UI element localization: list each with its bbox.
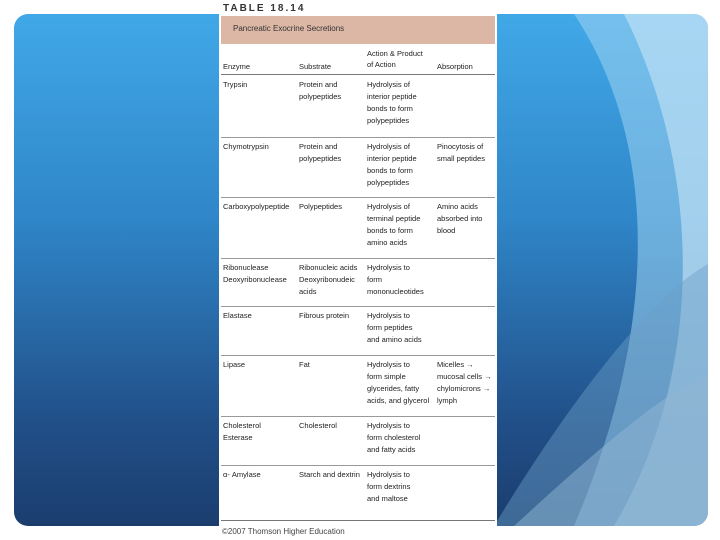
table-row <box>221 197 495 259</box>
cell-enzyme: Cholesterol Esterase <box>223 421 261 442</box>
table-row <box>221 465 495 521</box>
cell-enzyme: Ribonuclease Deoxyribonuclease <box>223 263 287 284</box>
cell-substrate: Fibrous protein <box>299 311 350 320</box>
table-header-row <box>221 44 495 75</box>
cell-action: Hydrolysis to form simple glycerides, fatty acids, and glycerol <box>367 360 430 405</box>
cell-substrate: Protein and polypeptides <box>299 80 342 101</box>
cell-action: Hydrolysis to form mononucleotides <box>367 263 424 296</box>
cell-substrate: Protein and polypeptides <box>299 142 342 163</box>
cell-enzyme: Elastase <box>223 311 252 320</box>
cell-enzyme: Trypsin <box>223 80 248 89</box>
table-row <box>221 416 495 466</box>
cell-enzyme: Lipase <box>223 360 246 369</box>
table-title: Pancreatic Exocrine Secretions <box>233 24 345 33</box>
cell-action: Hydrolysis of interior peptide bonds to form polypeptides <box>367 142 417 187</box>
cell-absorption: Pinocytosis of small peptides <box>437 142 485 163</box>
cell-absorption: Micelles → mucosal cells → chylomicrons → lymph <box>437 360 492 405</box>
cell-action: Hydrolysis to form dextrins and maltose <box>367 470 411 503</box>
header-substrate: Substrate <box>299 62 332 71</box>
cell-absorption: Amino acids absorbed into blood <box>437 202 483 235</box>
table-title-bar <box>221 16 495 44</box>
cell-substrate: Cholesterol <box>299 421 337 430</box>
cell-substrate: Starch and dextrin <box>299 470 360 479</box>
header-absorption: Absorption <box>437 62 473 71</box>
cell-action: Hydrolysis to form peptides and amino acids <box>367 311 422 344</box>
cell-action: Hydrolysis of interior peptide bonds to form polypeptides <box>367 80 417 125</box>
cell-action: Hydrolysis of terminal peptide bonds to form amino acids <box>367 202 421 247</box>
cell-substrate: Polypeptides <box>299 202 342 211</box>
cell-enzyme: α- Amylase <box>223 470 261 479</box>
copyright-text: ©2007 Thomson Higher Education <box>222 527 345 536</box>
cell-substrate: Fat <box>299 360 310 369</box>
header-action: Action & Product of Action <box>367 49 423 69</box>
cell-enzyme: Carboxypolypeptide <box>223 202 290 211</box>
table-row <box>221 306 495 356</box>
cell-enzyme: Chymotrypsin <box>223 142 269 151</box>
table-row <box>221 355 495 417</box>
cell-action: Hydrolysis to form cholesterol and fatty acids <box>367 421 421 454</box>
cell-substrate: Ribonucleic acids Deoxyribonudeic acids <box>299 263 358 296</box>
table-row <box>221 258 495 307</box>
header-enzyme: Enzyme <box>223 62 251 71</box>
table-row <box>221 75 495 138</box>
table-row <box>221 137 495 198</box>
table-number: TABLE 18.14 <box>223 3 306 14</box>
table-image <box>219 0 497 540</box>
